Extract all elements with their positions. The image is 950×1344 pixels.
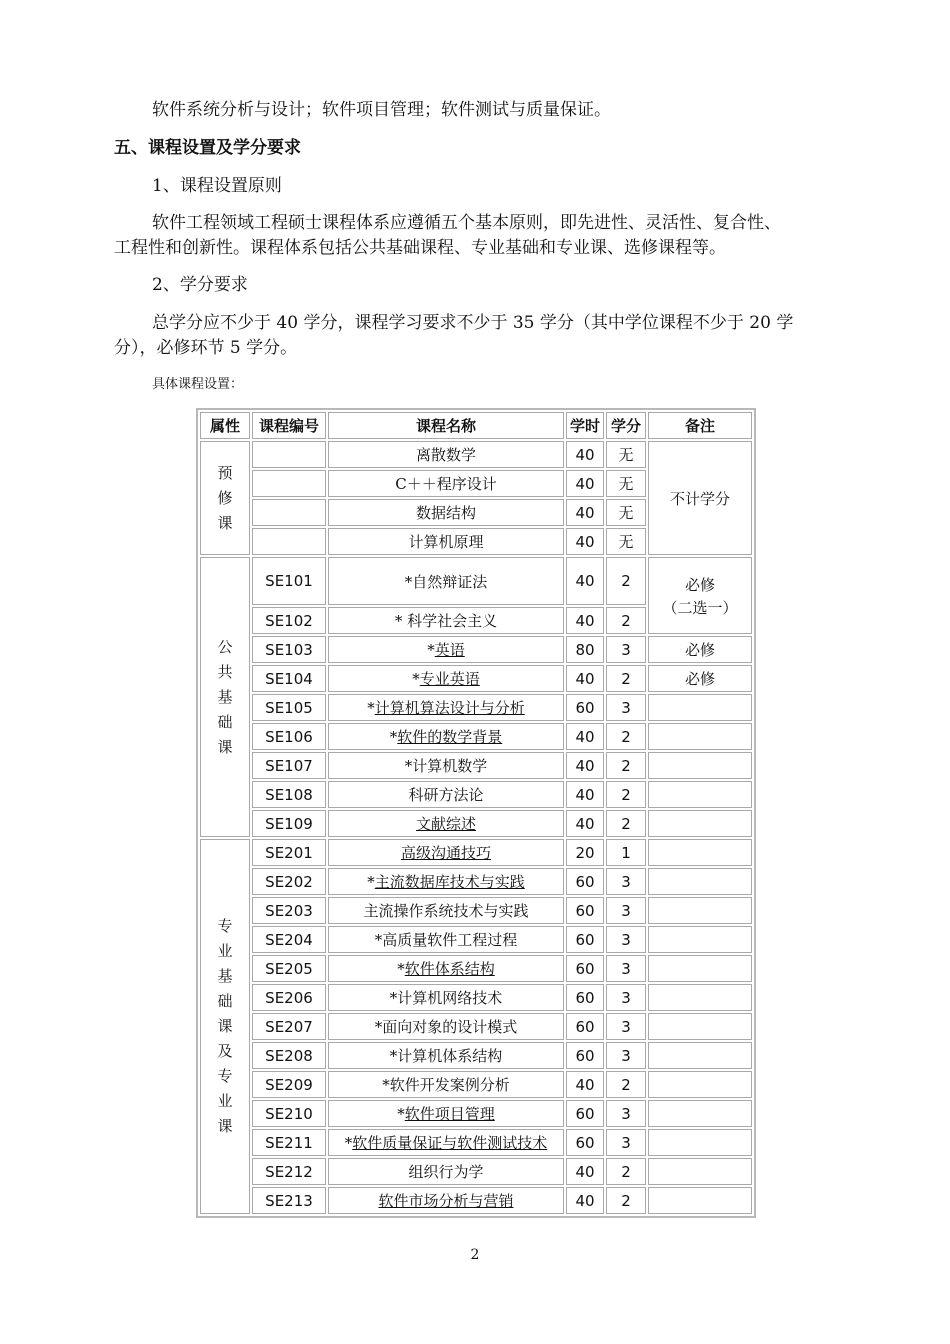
note-empty — [648, 1158, 752, 1185]
table-row — [200, 868, 752, 895]
course-name: 主流操作系统技术与实践 — [328, 897, 564, 924]
course-credits: 3 — [606, 1129, 646, 1156]
course-name[interactable] — [328, 1187, 564, 1214]
note-required: 必修 — [684, 575, 715, 594]
paragraph-principles-line1: 软件工程领域工程硕士课程体系应遵循五个基本原则，即先进性、灵活性、复合性、 — [152, 213, 781, 233]
note-empty — [648, 723, 752, 750]
note-empty — [648, 839, 752, 866]
paragraph-course-list: 软件系统分析与设计；软件项目管理；软件测试与质量保证。 — [152, 100, 611, 120]
course-code: SE108 — [252, 781, 326, 808]
header-course-name: 课程名称 — [328, 412, 564, 439]
course-hours: 40 — [566, 528, 604, 555]
note-no-credit: 不计学分 — [648, 441, 752, 555]
table-row — [200, 1013, 752, 1040]
course-name[interactable]: *软件的数学背景 — [328, 723, 564, 750]
course-credits: 2 — [606, 1158, 646, 1185]
section-heading-5: 五、课程设置及学分要求 — [114, 138, 301, 158]
note-empty — [648, 926, 752, 953]
note-empty — [648, 781, 752, 808]
course-name: 组织行为学 — [328, 1158, 564, 1185]
course-credits: 3 — [606, 694, 646, 721]
course-hours: 40 — [566, 1071, 604, 1098]
course-code: SE205 — [252, 955, 326, 982]
table-row — [200, 557, 752, 605]
course-link[interactable]: 高级沟通技巧 — [400, 844, 491, 862]
course-hours: 40 — [566, 1158, 604, 1185]
course-name: *面向对象的设计模式 — [328, 1013, 564, 1040]
note-empty — [648, 1071, 752, 1098]
course-name: 数据结构 — [328, 499, 564, 526]
table-row — [200, 926, 752, 953]
note-elective — [648, 557, 752, 634]
course-hours: 40 — [566, 441, 604, 468]
note-empty — [648, 694, 752, 721]
category-major: 专业基础课及专业课 — [200, 839, 250, 1214]
course-name[interactable]: *英语 — [328, 636, 564, 663]
course-code: SE107 — [252, 752, 326, 779]
course-hours: 40 — [566, 723, 604, 750]
course-code: SE102 — [252, 607, 326, 634]
course-name: 科研方法论 — [328, 781, 564, 808]
table-row — [200, 955, 752, 982]
table-row — [200, 1071, 752, 1098]
course-name[interactable]: *主流数据库技术与实践 — [328, 868, 564, 895]
course-link[interactable]: 文献综述 — [415, 815, 476, 833]
course-code: SE201 — [252, 839, 326, 866]
course-table — [196, 408, 756, 1218]
note-empty — [648, 868, 752, 895]
header-hours: 学时 — [566, 412, 604, 439]
category-public: 公共基础课 — [200, 557, 250, 837]
course-name: C＋＋程序设计 — [328, 470, 564, 497]
course-hours: 80 — [566, 636, 604, 663]
course-hours: 20 — [566, 839, 604, 866]
table-row — [200, 781, 752, 808]
course-hours: 40 — [566, 557, 604, 605]
course-credits: 3 — [606, 955, 646, 982]
course-hours: 60 — [566, 694, 604, 721]
note-empty — [648, 1100, 752, 1127]
course-credits: 2 — [606, 752, 646, 779]
course-link[interactable]: 专业英语 — [419, 670, 480, 688]
course-link[interactable]: 主流数据库技术与实践 — [374, 873, 525, 891]
course-code: SE105 — [252, 694, 326, 721]
course-link[interactable]: 软件质量保证与软件测试技术 — [352, 1134, 548, 1152]
course-code: SE106 — [252, 723, 326, 750]
course-link[interactable]: 软件体系结构 — [404, 960, 495, 978]
course-hours: 40 — [566, 810, 604, 837]
table-row — [200, 897, 752, 924]
course-code: SE208 — [252, 1042, 326, 1069]
course-link[interactable]: 英语 — [434, 641, 465, 659]
course-credits: 2 — [606, 781, 646, 808]
header-credits: 学分 — [606, 412, 646, 439]
course-hours: 60 — [566, 1013, 604, 1040]
note-required: 必修 — [648, 665, 752, 692]
course-name: *计算机网络技术 — [328, 984, 564, 1011]
table-row — [200, 1042, 752, 1069]
table-row — [200, 1129, 752, 1156]
course-link[interactable]: 软件项目管理 — [404, 1105, 495, 1123]
table-row — [200, 1100, 752, 1127]
category-prereq: 预修课 — [200, 441, 250, 555]
course-name: *计算机数学 — [328, 752, 564, 779]
course-code: SE212 — [252, 1158, 326, 1185]
course-hours: 60 — [566, 1100, 604, 1127]
course-credits: 3 — [606, 1013, 646, 1040]
course-hours: 60 — [566, 1042, 604, 1069]
course-credits: 2 — [606, 1187, 646, 1214]
course-hours: 60 — [566, 926, 604, 953]
course-code: SE213 — [252, 1187, 326, 1214]
page-number: 2 — [470, 1247, 480, 1263]
course-code: SE203 — [252, 897, 326, 924]
course-credits: 2 — [606, 557, 646, 605]
note-required: 必修 — [648, 636, 752, 663]
course-name[interactable] — [328, 810, 564, 837]
note-choose-one: （二选一） — [662, 598, 738, 617]
table-caption: 具体课程设置： — [152, 377, 244, 392]
course-credits: 无 — [606, 441, 646, 468]
course-name: *软件开发案例分析 — [328, 1071, 564, 1098]
course-credits: 2 — [606, 810, 646, 837]
table-row — [200, 839, 752, 866]
course-code — [252, 499, 326, 526]
course-name[interactable]: *软件质量保证与软件测试技术 — [328, 1129, 564, 1156]
course-credits: 3 — [606, 926, 646, 953]
header-notes: 备注 — [648, 412, 752, 439]
course-hours: 60 — [566, 1129, 604, 1156]
course-name: *高质量软件工程过程 — [328, 926, 564, 953]
course-code: SE207 — [252, 1013, 326, 1040]
course-code: SE109 — [252, 810, 326, 837]
paragraph-credits-line2: 分），必修环节 5 学分。 — [114, 338, 298, 358]
course-hours: 60 — [566, 897, 604, 924]
course-credits: 2 — [606, 723, 646, 750]
course-credits: 2 — [606, 1071, 646, 1098]
course-name: *自然辩证法 — [328, 557, 564, 605]
note-empty — [648, 810, 752, 837]
course-name: 离散数学 — [328, 441, 564, 468]
course-hours: 40 — [566, 665, 604, 692]
course-code: SE202 — [252, 868, 326, 895]
course-hours: 60 — [566, 868, 604, 895]
note-empty — [648, 752, 752, 779]
course-code: SE211 — [252, 1129, 326, 1156]
course-code: SE206 — [252, 984, 326, 1011]
course-name: 计算机原理 — [328, 528, 564, 555]
table-row — [200, 694, 752, 721]
course-code — [252, 441, 326, 468]
course-credits: 3 — [606, 984, 646, 1011]
course-name[interactable]: *计算机算法设计与分析 — [328, 694, 564, 721]
course-hours: 40 — [566, 1187, 604, 1214]
course-link[interactable]: 软件的数学背景 — [397, 728, 503, 746]
table-header-row — [200, 412, 752, 439]
course-credits: 3 — [606, 897, 646, 924]
course-code: SE103 — [252, 636, 326, 663]
course-credits: 无 — [606, 528, 646, 555]
course-credits: 2 — [606, 665, 646, 692]
table-row — [200, 984, 752, 1011]
course-name: * 科学社会主义 — [328, 607, 564, 634]
course-hours: 40 — [566, 752, 604, 779]
course-hours: 40 — [566, 607, 604, 634]
course-hours: 40 — [566, 781, 604, 808]
course-name[interactable]: *软件项目管理 — [328, 1100, 564, 1127]
course-credits: 3 — [606, 868, 646, 895]
paragraph-credits-line1: 总学分应不少于 40 学分，课程学习要求不少于 35 学分（其中学位课程不少于 20 学 — [152, 313, 794, 333]
note-empty — [648, 1042, 752, 1069]
table-row — [200, 752, 752, 779]
note-empty — [648, 984, 752, 1011]
header-attribute: 属性 — [200, 412, 250, 439]
table-row — [200, 1158, 752, 1185]
note-empty — [648, 955, 752, 982]
course-credits: 3 — [606, 636, 646, 663]
course-hours: 40 — [566, 499, 604, 526]
course-credits: 3 — [606, 1042, 646, 1069]
note-empty — [648, 1129, 752, 1156]
note-empty — [648, 897, 752, 924]
course-code: SE204 — [252, 926, 326, 953]
course-code: SE104 — [252, 665, 326, 692]
course-credits: 1 — [606, 839, 646, 866]
course-code: SE101 — [252, 557, 326, 605]
table-row — [200, 665, 752, 692]
course-code: SE210 — [252, 1100, 326, 1127]
course-name[interactable]: *软件体系结构 — [328, 955, 564, 982]
course-code — [252, 528, 326, 555]
note-empty — [648, 1187, 752, 1214]
note-empty — [648, 1013, 752, 1040]
table-row — [200, 441, 752, 468]
subheading-principles: 1、课程设置原则 — [152, 176, 282, 196]
course-hours: 60 — [566, 955, 604, 982]
course-name: *计算机体系结构 — [328, 1042, 564, 1069]
course-credits: 2 — [606, 607, 646, 634]
paragraph-principles-line2: 工程性和创新性。课程体系包括公共基础课程、专业基础和专业课、选修课程等。 — [114, 238, 726, 258]
header-course-code: 课程编号 — [252, 412, 326, 439]
course-hours: 40 — [566, 470, 604, 497]
course-link[interactable]: 计算机算法设计与分析 — [374, 699, 525, 717]
subheading-credits: 2、学分要求 — [152, 275, 248, 295]
course-name[interactable]: *专业英语 — [328, 665, 564, 692]
course-hours: 60 — [566, 984, 604, 1011]
course-name[interactable] — [328, 839, 564, 866]
table-row — [200, 810, 752, 837]
table-row — [200, 723, 752, 750]
course-credits: 无 — [606, 499, 646, 526]
table-row — [200, 636, 752, 663]
table-row — [200, 1187, 752, 1214]
course-credits: 无 — [606, 470, 646, 497]
course-code — [252, 470, 326, 497]
course-link[interactable]: 软件市场分析与营销 — [378, 1192, 514, 1210]
course-code: SE209 — [252, 1071, 326, 1098]
course-credits: 3 — [606, 1100, 646, 1127]
